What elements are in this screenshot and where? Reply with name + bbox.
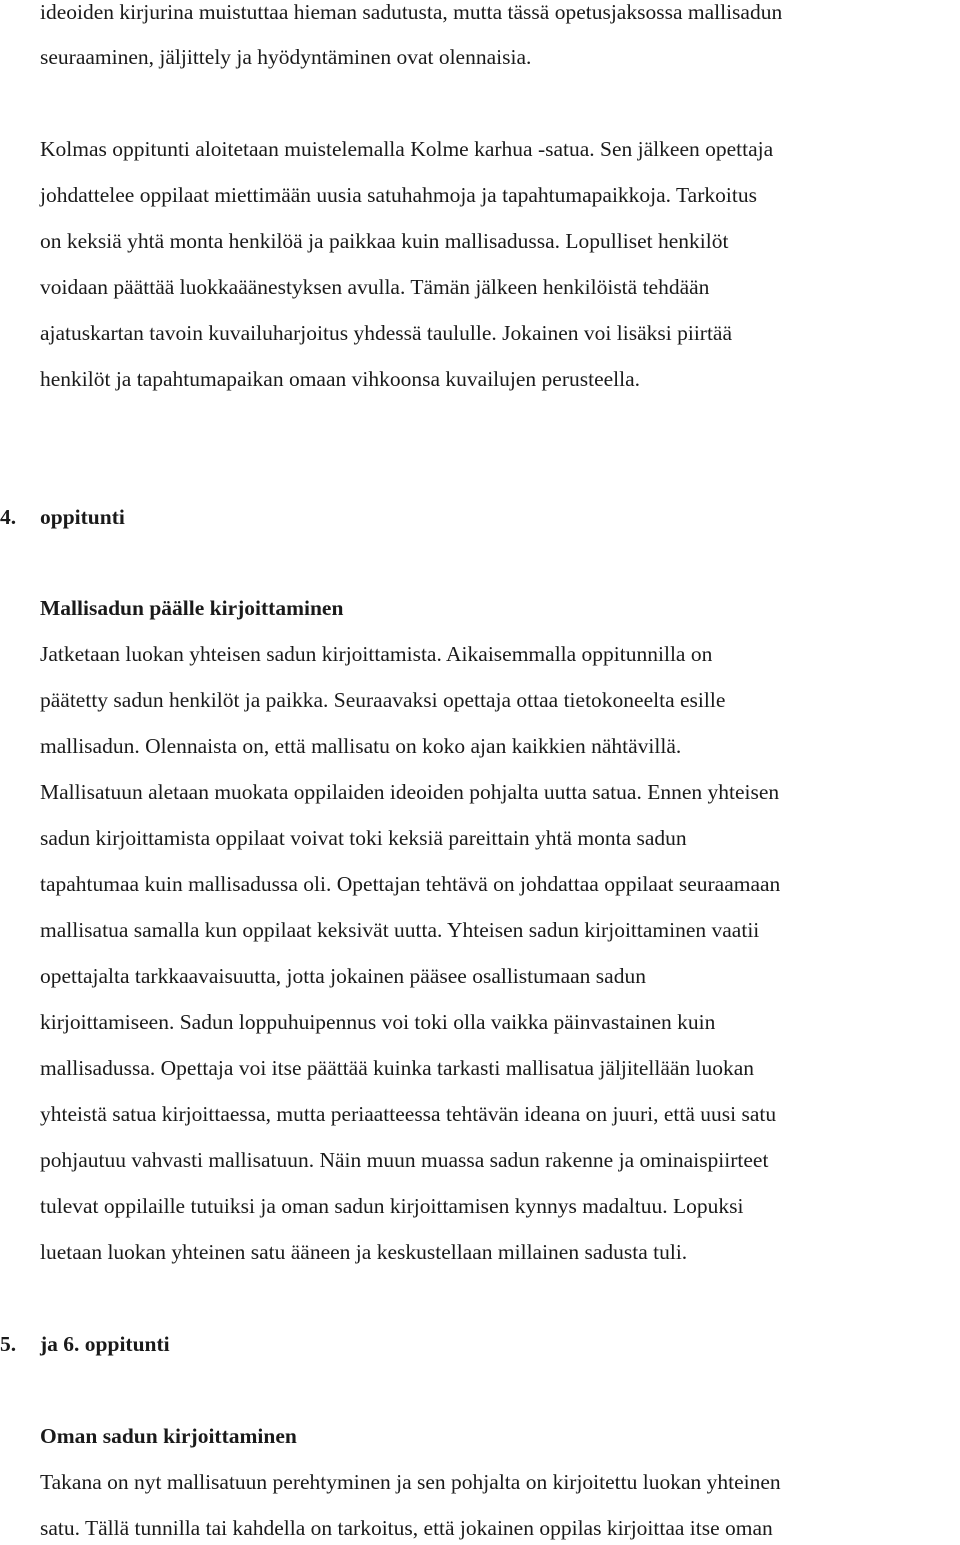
paragraph-line: ideoiden kirjurina muistuttaa hieman sadutusta, mutta tässä opetusjaksossa mallisadun <box>40 0 783 24</box>
paragraph-line: tulevat oppilaille tutuiksi ja oman sadun kirjoittamisen kynnys madaltuu. Lopuksi <box>40 1194 744 1218</box>
paragraph-line: Kolmas oppitunti aloitetaan muistelemalla Kolme karhua -satua. Sen jälkeen opettaja <box>40 137 774 161</box>
section-number: 5. <box>0 1332 17 1356</box>
section-title: ja 6. oppitunti <box>40 1332 170 1356</box>
paragraph-line: tapahtumaa kuin mallisadussa oli. Opettajan tehtävä on johdattaa oppilaat seuraamaan <box>40 872 781 896</box>
paragraph-line: pohjautuu vahvasti mallisatuun. Näin muun muassa sadun rakenne ja ominaispiirteet <box>40 1148 769 1172</box>
paragraph-line: henkilöt ja tapahtumapaikan omaan vihkoonsa kuvailujen perusteella. <box>40 367 641 391</box>
paragraph-line: johdattelee oppilaat miettimään uusia satuhahmoja ja tapahtumapaikkoja. Tarkoitus <box>40 183 757 207</box>
paragraph-line: satu. Tällä tunnilla tai kahdella on tarkoitus, että jokainen oppilas kirjoittaa itse oman <box>40 1516 773 1540</box>
section-title: oppitunti <box>40 505 125 529</box>
paragraph-line: opettajalta tarkkaavaisuutta, jotta jokainen pääsee osallistumaan sadun <box>40 964 646 988</box>
paragraph-line: Takana on nyt mallisatuun perehtyminen ja sen pohjalta on kirjoitettu luokan yhteinen <box>40 1470 781 1494</box>
paragraph-line: päätetty sadun henkilöt ja paikka. Seuraavaksi opettaja ottaa tietokoneelta esille <box>40 688 726 712</box>
paragraph-line: seuraaminen, jäljittely ja hyödyntäminen ovat olennaisia. <box>40 45 532 69</box>
paragraph-line: luetaan luokan yhteinen satu ääneen ja keskustellaan millainen sadusta tuli. <box>40 1240 688 1264</box>
section-subheading: Mallisadun päälle kirjoittaminen <box>40 596 344 620</box>
paragraph-line: on keksiä yhtä monta henkilöä ja paikkaa kuin mallisadussa. Lopulliset henkilöt <box>40 229 729 253</box>
paragraph-line: mallisatua samalla kun oppilaat keksivät uutta. Yhteisen sadun kirjoittaminen vaatii <box>40 918 760 942</box>
paragraph-line: ajatuskartan tavoin kuvailuharjoitus yhdessä taululle. Jokainen voi lisäksi piirtää <box>40 321 733 345</box>
paragraph-line: mallisadussa. Opettaja voi itse päättää kuinka tarkasti mallisatua jäljitellään luokan <box>40 1056 755 1080</box>
paragraph-line: Mallisatuun aletaan muokata oppilaiden ideoiden pohjalta uutta satua. Ennen yhteisen <box>40 780 780 804</box>
paragraph-line: kirjoittamiseen. Sadun loppuhuipennus voi toki olla vaikka päinvastainen kuin <box>40 1010 716 1034</box>
paragraph-line: voidaan päättää luokkaäänestyksen avulla. Tämän jälkeen henkilöistä tehdään <box>40 275 710 299</box>
paragraph-line: yhteistä satua kirjoittaessa, mutta periaatteessa tehtävän ideana on juuri, että uusi satu <box>40 1102 777 1126</box>
section-number: 4. <box>0 505 17 529</box>
paragraph-line: mallisadun. Olennaista on, että mallisatu on koko ajan kaikkien nähtävillä. <box>40 734 682 758</box>
paragraph-line: sadun kirjoittamista oppilaat voivat toki keksiä pareittain yhtä monta sadun <box>40 826 687 850</box>
paragraph-line: Jatketaan luokan yhteisen sadun kirjoittamista. Aikaisemmalla oppitunnilla on <box>40 642 713 666</box>
section-subheading: Oman sadun kirjoittaminen <box>40 1424 297 1448</box>
